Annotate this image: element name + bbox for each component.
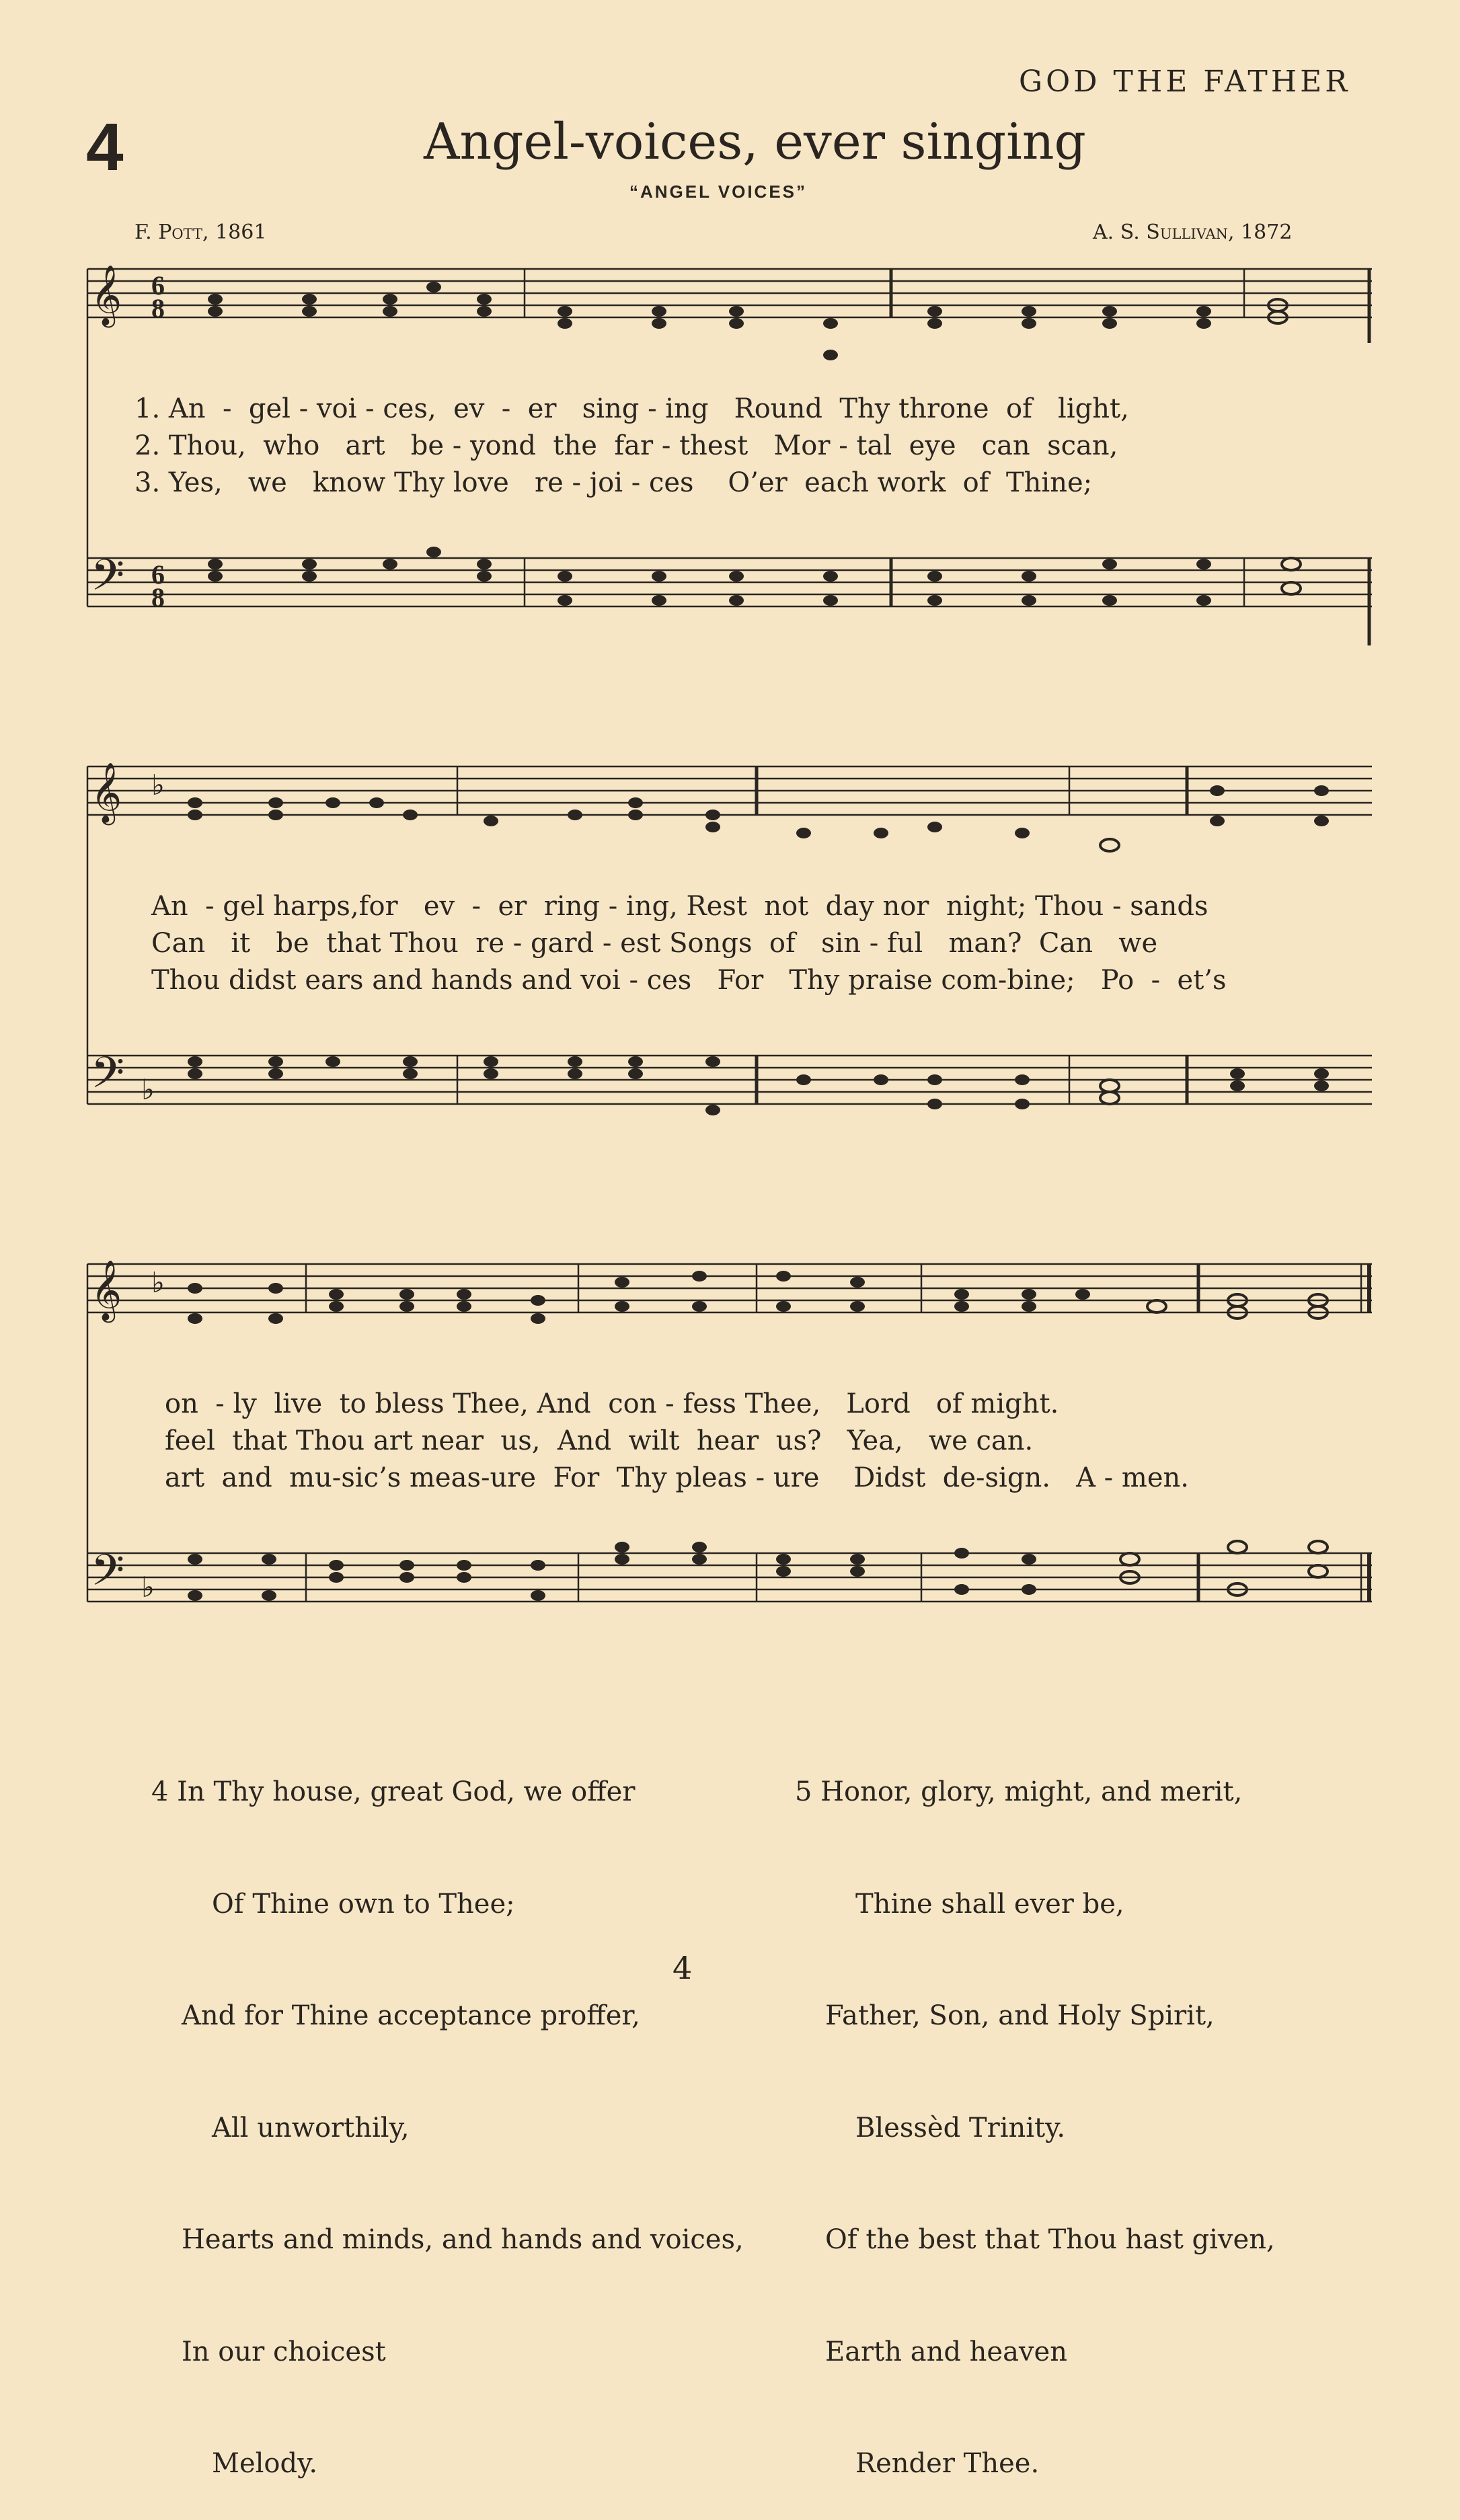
stanza-line: All unworthily, bbox=[212, 2112, 410, 2143]
stanza-line: In Thy house, great God, we offer bbox=[177, 1776, 636, 1807]
stanza-line: Blessèd Trinity. bbox=[855, 2112, 1066, 2143]
lyric-line: 2. Thou, who art be - yond the far - thest Mor - tal eye can scan, bbox=[135, 430, 1118, 461]
lyric-line: art and mu-sic’s meas-ure For Thy pleas - ure Didst de-sign. A - men. bbox=[165, 1462, 1189, 1493]
lyric-line: on - ly live to bless Thee, And con - fess Thee, Lord of might. bbox=[165, 1388, 1059, 1419]
stanza-line: Render Thee. bbox=[855, 2448, 1040, 2479]
stanza-line: Of the best that Thou hast given, bbox=[825, 2224, 1275, 2255]
section-heading: GOD THE FATHER bbox=[1019, 65, 1351, 99]
svg-text:♭: ♭ bbox=[141, 1073, 155, 1106]
stanza-4 bbox=[151, 1699, 744, 2520]
lyric-line: 1. An - gel - voi - ces, ev - er sing - ing Round Thy throne of light, bbox=[135, 393, 1129, 424]
svg-text:♭: ♭ bbox=[141, 1571, 155, 1604]
lyric-line: An - gel harps,for ev - er ring - ing, Rest not day nor night; Thou - sands bbox=[151, 891, 1208, 922]
bass-clef-icon: 𝄢 bbox=[91, 551, 125, 611]
hymn-number: 4 bbox=[86, 110, 124, 185]
lyric-line: Can it be that Thou re - gard - est Songs of sin - ful man? Can we bbox=[151, 928, 1158, 959]
text-author: F. Pott, 1861 bbox=[135, 221, 267, 244]
music-composer: A. S. Sullivan, 1872 bbox=[1093, 221, 1293, 244]
svg-text:6: 6 bbox=[151, 270, 165, 301]
svg-text:♭: ♭ bbox=[151, 769, 165, 801]
treble-clef-icon: 𝄞 bbox=[91, 265, 122, 325]
stanza-line: Hearts and minds, and hands and voices, bbox=[182, 2224, 744, 2255]
treble-clef-icon: 𝄞 bbox=[91, 1260, 122, 1321]
stanza-line: Of Thine own to Thee; bbox=[212, 1888, 515, 1920]
stanza-5 bbox=[795, 1699, 1275, 2520]
stanza-line: Father, Son, and Holy Spirit, bbox=[825, 2000, 1215, 2031]
stanza-line: Thine shall ever be, bbox=[855, 1888, 1124, 1920]
page-number: 4 bbox=[673, 1950, 693, 1986]
stanza-line: Honor, glory, might, and merit, bbox=[820, 1776, 1243, 1807]
stanza-line: In our choicest bbox=[182, 2336, 386, 2367]
stanza-line: And for Thine acceptance proffer, bbox=[182, 2000, 640, 2031]
lyric-line: Thou didst ears and hands and voi - ces For Thy praise com-bine; Po - et’s bbox=[151, 965, 1227, 996]
stanza-number: 5 bbox=[795, 1776, 812, 1807]
treble-clef-icon: 𝄞 bbox=[91, 762, 122, 823]
svg-text:6: 6 bbox=[151, 559, 165, 590]
bass-clef-icon: 𝄢 bbox=[91, 1546, 125, 1606]
lyric-line: feel that Thou art near us, And wilt hear us? Yea, we can. bbox=[165, 1425, 1034, 1456]
hymn-title: Angel-voices, ever singing bbox=[424, 113, 1086, 171]
stanza-line: Earth and heaven bbox=[825, 2336, 1067, 2367]
svg-text:8: 8 bbox=[151, 582, 165, 613]
tune-name: “ANGEL VOICES” bbox=[629, 182, 808, 202]
lyric-line: 3. Yes, we know Thy love re - joi - ces O’er each work of Thine; bbox=[135, 467, 1093, 498]
stanza-line: Melody. bbox=[212, 2448, 318, 2479]
svg-text:♭: ♭ bbox=[151, 1266, 165, 1299]
svg-text:8: 8 bbox=[151, 293, 165, 323]
bass-clef-icon: 𝄢 bbox=[91, 1048, 125, 1109]
stanza-number: 4 bbox=[151, 1776, 169, 1807]
